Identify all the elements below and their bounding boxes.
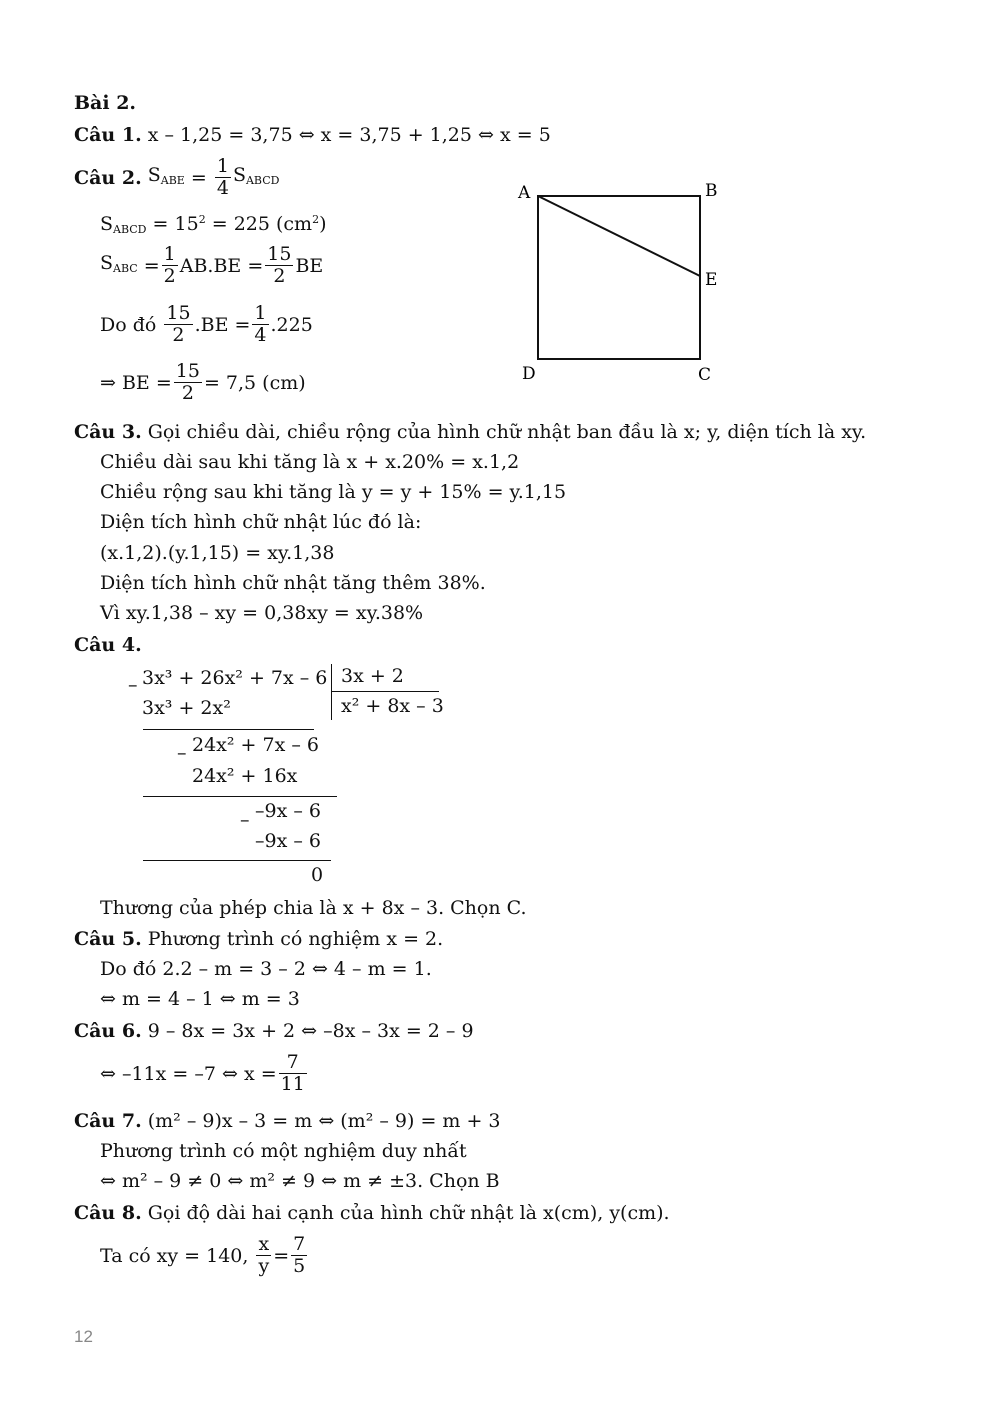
question-3-line-2: Chiều dài sau khi tăng là x + x.20% = x.1,2 <box>100 451 520 473</box>
quotient: x² + 8x – 3 <box>341 695 444 717</box>
question-2-label: Câu 2. <box>74 166 142 189</box>
equals: = <box>190 166 207 189</box>
question-5-label: Câu 5. <box>74 928 142 950</box>
question-3-line-6: Diện tích hình chữ nhật tăng thêm 38%. <box>100 572 486 594</box>
question-3-label: Câu 3. <box>74 421 142 443</box>
question-6-line-1: Câu 6. 9 – 8x = 3x + 2 ⇔ –8x – 3x = 2 – 9 <box>74 1020 474 1042</box>
segment-ae <box>538 196 700 276</box>
question-8-line-1: Câu 8. Gọi độ dài hai cạnh của hình chữ nhật là x(cm), y(cm). <box>74 1202 670 1224</box>
label-c: C <box>698 365 712 385</box>
question-2-line-1 <box>74 156 279 199</box>
rule-1 <box>143 729 314 730</box>
question-3-line-4: Diện tích hình chữ nhật lúc đó là: <box>100 511 422 533</box>
label-b: B <box>705 181 718 201</box>
label-a: A <box>518 183 531 203</box>
fraction-7-5: $\frac{7}{5}$ <box>293 1233 306 1277</box>
question-4-conclusion: Thương của phép chia là x + 8x – 3. Chọn C. <box>100 897 527 919</box>
question-7-label: Câu 7. <box>74 1110 142 1132</box>
question-8-line-2: Ta có xy = 140, $\frac{x}{y}$ = $\frac{7}{5}$ <box>100 1233 306 1277</box>
question-3-line-3: Chiều rộng sau khi tăng là y = y + 15% = y.1,15 <box>100 481 567 503</box>
fraction-15-2c: $\frac{15}{2}$ <box>175 360 200 404</box>
fraction-15-2: $\frac{15}{2}$ <box>267 243 292 287</box>
question-3-line-5: (x.1,2).(y.1,15) = xy.1,38 <box>100 542 335 564</box>
question-1 <box>74 124 551 146</box>
square-abcd <box>538 196 700 359</box>
fraction-1-4: $\frac{1}{4}$ <box>216 155 229 199</box>
label-d: D <box>522 364 536 384</box>
question-3-line-7: Vì xy.1,38 – xy = 0,38xy = xy.38% <box>100 602 424 624</box>
question-7-line-1: Câu 7. (m² – 9)x – 3 = m ⇔ (m² – 9) = m + 3 <box>74 1110 501 1132</box>
divisor: 3x + 2 <box>341 665 404 687</box>
question-2-line-2: $S_{ABCD} = 15^2 = 225$ $(cm^2)$ <box>100 213 327 236</box>
question-1-text: x – 1,25 = 3,75 ⇔ x = 3,75 + 1,25 ⇔ x = 5 <box>147 124 551 146</box>
section-title: Bài 2. <box>74 92 137 114</box>
subtract-2: 24x² + 16x <box>192 765 298 787</box>
fraction-7-11: $\frac{7}{11}$ <box>280 1051 305 1095</box>
division-bar-vertical <box>331 664 332 720</box>
square-figure <box>510 175 740 390</box>
question-2-line-4: Do đó $\frac{15}{2}$ .BE = $\frac{1}{4}$ .225 <box>100 302 313 346</box>
rule-2 <box>143 796 337 797</box>
question-8-label: Câu 8. <box>74 1202 142 1224</box>
question-7-line-3: ⇔ m² – 9 ≠ 0 ⇔ m² ≠ 9 ⇔ m ≠ ±3. Chọn B <box>100 1170 500 1192</box>
question-6-line-2: ⇔ –11x = –7 ⇔ x = $\frac{7}{11}$ <box>100 1051 305 1095</box>
question-5-line-1: Câu 5. Phương trình có nghiệm x = 2. <box>74 928 444 950</box>
subtract-1: 3x³ + 2x² <box>142 697 231 719</box>
question-2-line-3: $S_{ABC}$ = $\frac{1}{2}$ AB.BE = $\frac{15}{2}$ BE <box>100 243 324 287</box>
question-5-line-2: Do đó 2.2 – m = 3 – 2 ⇔ 4 – m = 1. <box>100 958 432 980</box>
minus-sign-1: – <box>128 674 138 696</box>
question-7-line-2: Phương trình có một nghiệm duy nhất <box>100 1140 467 1162</box>
remainder-final: 0 <box>311 864 324 886</box>
label-e: E <box>705 270 718 290</box>
minus-sign-2: – <box>177 742 187 764</box>
fraction-1-4b: $\frac{1}{4}$ <box>254 302 267 346</box>
subtract-3: –9x – 6 <box>255 830 321 852</box>
question-2-line-5: ⇒ BE = $\frac{15}{2}$ = 7,5 (cm) <box>100 360 306 404</box>
fraction-15-2b: $\frac{15}{2}$ <box>166 302 191 346</box>
rule-3 <box>143 860 331 861</box>
fraction-x-y: $\frac{x}{y}$ <box>258 1233 270 1277</box>
question-5-line-3: ⇔ m = 4 – 1 ⇔ m = 3 <box>100 988 300 1010</box>
fraction-1-2: $\frac{1}{2}$ <box>163 243 176 287</box>
dividend: 3x³ + 26x² + 7x – 6 <box>142 667 328 689</box>
s-abe: $S_{ABE}$ <box>147 163 185 187</box>
minus-sign-3: – <box>240 809 250 831</box>
question-4-label: Câu 4. <box>74 634 142 656</box>
remainder-2: –9x – 6 <box>255 800 321 822</box>
s-abcd: $S_{ABCD}$ <box>232 163 280 187</box>
remainder-1: 24x² + 7x – 6 <box>192 734 319 756</box>
page-number: 12 <box>74 1327 93 1346</box>
question-6-label: Câu 6. <box>74 1020 142 1042</box>
question-3-line-1: Câu 3. Gọi chiều dài, chiều rộng của hình chữ nhật ban đầu là x; y, diện tích là xy. <box>74 421 867 443</box>
question-1-label: Câu 1. <box>74 124 142 146</box>
division-bar-horizontal <box>331 691 439 692</box>
